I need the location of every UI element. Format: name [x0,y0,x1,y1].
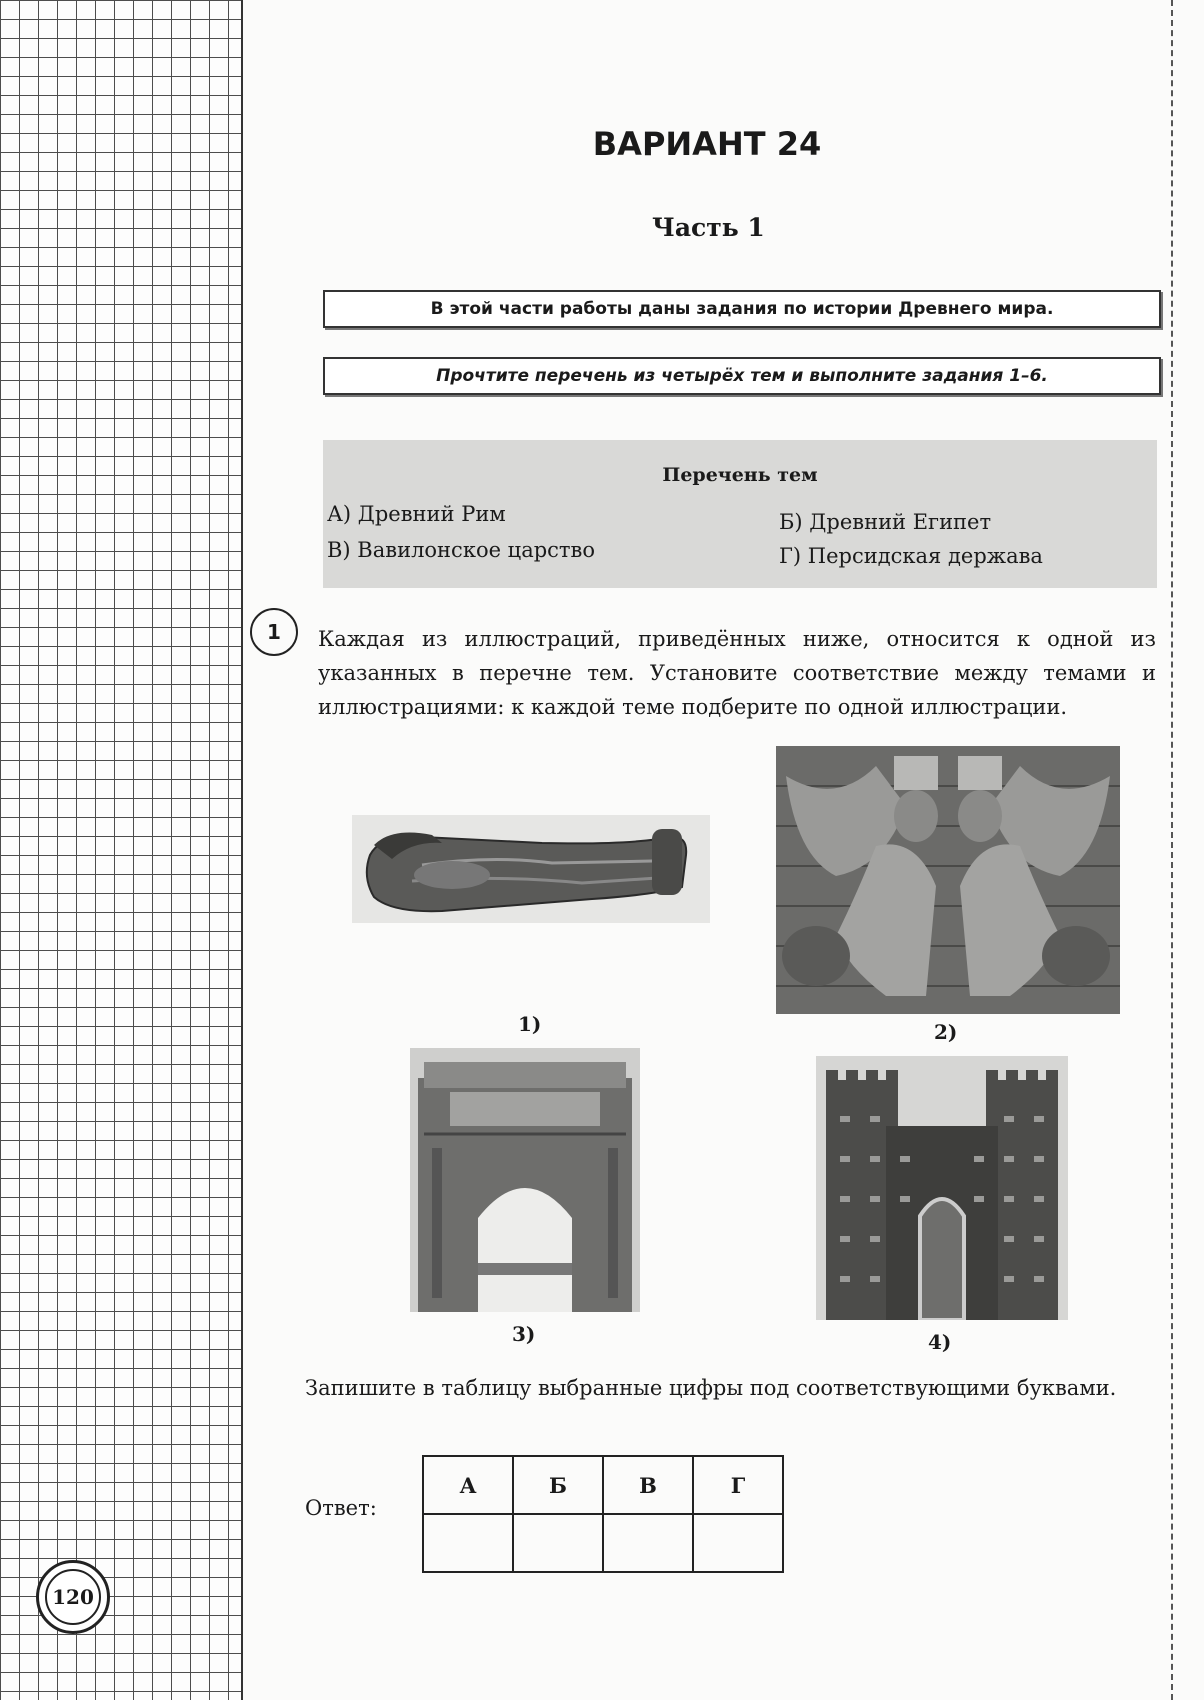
margin-border [241,0,243,1700]
answer-header-g: Г [693,1456,783,1514]
figure-4-caption: 4) [928,1330,952,1354]
answer-instruction: Запишите в таблицу выбранные цифры под соответствующими буквами. [305,1376,1117,1400]
question-number: 1 [250,608,298,656]
answer-input-row [423,1514,783,1572]
ishtar-gate-image [816,1056,1068,1320]
answer-label: Ответ: [305,1496,377,1520]
figure-3-caption: 3) [512,1322,536,1346]
figure-1-caption: 1) [518,1012,542,1036]
answer-header-row [423,1456,783,1514]
answer-cell-a[interactable] [423,1514,513,1572]
part-title: Часть 1 [652,213,765,242]
figure-2-caption: 2) [934,1020,958,1044]
answer-header-b: Б [513,1456,603,1514]
answer-header-v: В [603,1456,693,1514]
graph-paper-margin [0,0,242,1700]
answer-header-a: А [423,1456,513,1514]
page-number: 120 [45,1569,101,1625]
variant-title-wrap [222,125,1192,163]
sarcophagus-image [352,815,710,923]
winged-relief-image [776,746,1120,1014]
part-description-box: В этой части работы даны задания по истории Древнего мира. [323,290,1161,328]
cut-line [1171,0,1173,1700]
answer-table [422,1455,784,1573]
answer-cell-g[interactable] [693,1514,783,1572]
topics-panel [323,440,1157,588]
question-text: Каждая из иллюстраций, приведённых ниже, относится к одной из указанных в перечне тем. Установите соответствие между темами и иллюстрациями: к каждой теме подберите по одной иллюстрации. [318,627,1156,719]
topics-title: Перечень тем [662,464,818,486]
topic-a: А) Древний Рим [327,502,506,526]
page-number-badge [36,1560,110,1634]
variant-title: ВАРИАНТ 24 [592,125,822,163]
topic-v: В) Вавилонское царство [327,538,595,562]
answer-cell-v[interactable] [603,1514,693,1572]
task-instruction-box: Прочтите перечень из четырёх тем и выполните задания 1–6. [323,357,1161,395]
answer-cell-b[interactable] [513,1514,603,1572]
topic-g: Г) Персидская держава [779,544,1043,568]
topic-b: Б) Древний Египет [779,510,992,534]
triumphal-arch-image [410,1048,640,1312]
